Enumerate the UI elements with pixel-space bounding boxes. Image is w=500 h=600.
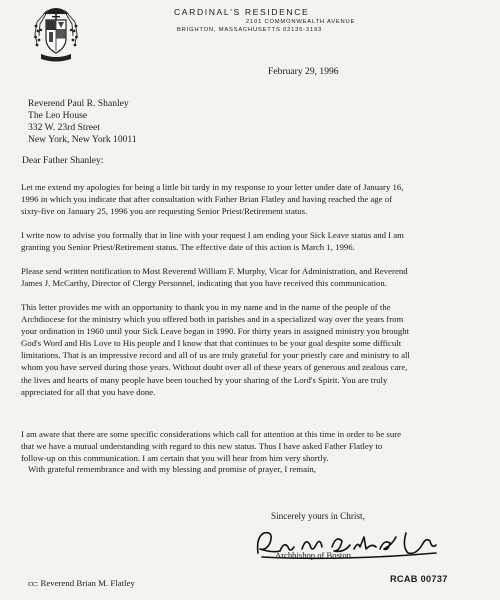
salutation: Dear Father Shanley:	[22, 155, 104, 166]
text-line: This letter provides me with an opportunity to thank you in my name and in the name of the people of the	[21, 302, 391, 312]
paragraph-status	[21, 229, 404, 253]
text-line: granting you Senior Priest/Retirement status. The effective date of this action is March 1, 1996.	[21, 242, 355, 253]
text-line: sixty-five on January 25, 1996 you are requesting Senior Priest/Retirement status.	[21, 206, 308, 217]
cc-line: cc: Reverend Brian M. Flatley	[28, 578, 135, 588]
recipient-line4: New York, New York 10011	[28, 134, 137, 146]
text-line: the lives and hearts of many people have been touched by your sharing of the Lord's Spirit. You are truly	[21, 374, 388, 385]
letterhead-city: BRIGHTON, MASSACHUSETTS 02135-3193	[177, 27, 323, 33]
text-line: that we have a mutual understanding with regard to this new status. Thus I have asked Father Flatley to	[21, 441, 383, 452]
text-line: appreciated for all that you have done.	[21, 386, 156, 397]
paragraph-blessing	[28, 463, 316, 475]
text-line: whom you have served during those years. Without doubt over all of these years of generous and zealous care,	[21, 362, 408, 373]
recipient-address	[28, 98, 137, 146]
text-line: Let me extend my apologies for being a little bit tardy in my response to your letter under date of January 16,	[21, 182, 404, 192]
signature-title: Archbishop of Boston	[275, 550, 351, 560]
text-line: 1996 in which you indicate that after consultation with Father Brian Flatley and having reached the age of	[21, 194, 393, 205]
text-line: With grateful remembrance and with my blessing and promise of prayer, I remain,	[28, 464, 316, 474]
recipient-name: Reverend Paul R. Shanley	[28, 98, 129, 109]
paragraph-apology	[21, 181, 403, 217]
text-line: your ordination in 1960 until your Sick Leave began in 1990. For thirty years in assigned ministry you brought	[21, 326, 410, 337]
letterhead	[174, 7, 374, 33]
text-line: I am aware that there are some specific considerations which call for attention at this time in order to be sure	[21, 429, 401, 439]
text-line: Please send written notification to Most Reverend William F. Murphy, Vicar for Administration, and Reverend	[21, 266, 408, 276]
text-line: God's Word and His Love to His people and I know that that continues to be your goal despite some difficult	[21, 338, 402, 349]
text-line: Archdiocese for the ministry which you offered both in parishes and in a specialized way over the years from	[21, 314, 404, 325]
letterhead-street: 2101 COMMONWEALTH AVENUE	[246, 19, 356, 25]
paragraph-considerations	[21, 428, 401, 464]
recipient-line2: The Leo House	[28, 110, 88, 122]
text-line: James J. McCarthy, Director of Clergy Personnel, indicating that you have received this communication.	[21, 278, 387, 289]
text-line: limitations. That is an impressive record and all of us are truly grateful for your priestly care and ministry to all	[21, 350, 410, 361]
recipient-line3: 332 W. 23rd Street	[28, 122, 100, 134]
document-id-stamp: RCAB 00737	[390, 574, 448, 584]
coat-of-arms-emblem	[33, 4, 79, 64]
letterhead-name: CARDINAL'S RESIDENCE	[174, 7, 310, 17]
paragraph-notification	[21, 265, 408, 289]
text-line: I write now to advise you formally that in line with your request I am ending your Sick Leave status and I am	[21, 230, 404, 240]
paragraph-thanks	[21, 301, 410, 398]
letter-date: February 29, 1996	[268, 66, 339, 77]
text-line: follow-up on this communication. I am certain that you will hear from him very shortly.	[21, 453, 329, 464]
closing: Sincerely yours in Christ,	[271, 511, 365, 521]
